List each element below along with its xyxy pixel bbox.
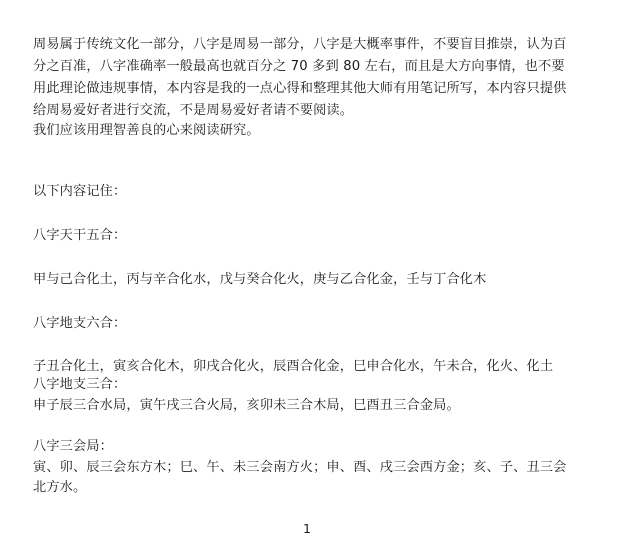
dizhi-sanhe-heading: 八字地支三合： <box>33 377 127 392</box>
sanhui-ju-content-line-2: 北方水。 <box>33 480 87 495</box>
intro-line-2: 分之百准，八字准确率一般最高也就百分之 70 多到 80 左右，而且是大方向事情，也不要 <box>33 59 565 74</box>
sanhui-ju-content-line-1: 寅、卯、辰三会东方木；巳、午、未三会南方火；申、酉、戌三会西方金；亥、子、丑三会 <box>33 460 567 475</box>
tiangan-wuhe-heading: 八字天干五合： <box>33 228 127 243</box>
dizhi-sanhe-content: 申子辰三合水局，寅午戌三合火局，亥卯未三合木局，巳酉丑三合金局。 <box>33 398 460 413</box>
intro-line-5: 我们应该用理智善良的心来阅读研究。 <box>33 123 260 138</box>
dizhi-liuhe-heading: 八字地支六合： <box>33 316 127 331</box>
intro-line-1: 周易属于传统文化一部分，八字是周易一部分，八字是大概率事件，不要盲目推崇，认为百 <box>33 37 567 52</box>
remember-heading: 以下内容记住： <box>33 184 127 199</box>
intro-line-3: 用此理论做违规事情，本内容是我的一点心得和整理其他大师有用笔记所写，本内容只提供 <box>33 81 567 96</box>
dizhi-liuhe-content: 子丑合化土，寅亥合化木，卯戌合化火，辰酉合化金，巳申合化水，午未合，化火、化土 <box>33 359 554 374</box>
sanhui-ju-heading: 八字三会局： <box>33 439 114 454</box>
tiangan-wuhe-content: 甲与己合化土，丙与辛合化水，戊与癸合化火，庚与乙合化金，壬与丁合化木 <box>33 272 487 287</box>
intro-line-4: 给周易爱好者进行交流，不是周易爱好者请不要阅读。 <box>33 103 354 118</box>
page-number: 1 <box>303 521 311 536</box>
